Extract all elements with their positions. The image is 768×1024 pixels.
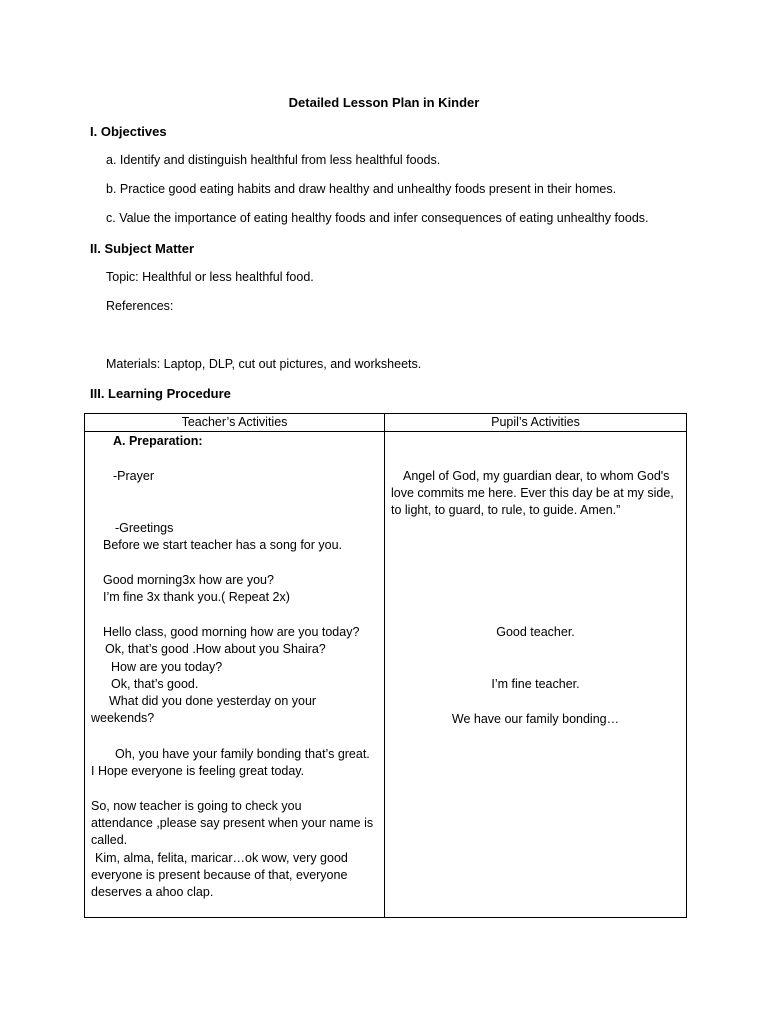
teacher-hello: Hello class, good morning how are you today? bbox=[103, 625, 360, 639]
learning-procedure-heading: III. Learning Procedure bbox=[90, 386, 231, 401]
document-title: Detailed Lesson Plan in Kinder bbox=[288, 95, 480, 110]
objectives-heading: I. Objectives bbox=[90, 124, 167, 139]
objective-item-c: c. Value the importance of eating healthy foods and infer consequences of eating unhealthy foods. bbox=[106, 211, 649, 225]
activities-table bbox=[84, 413, 687, 918]
teacher-what-did-2: weekends? bbox=[91, 711, 155, 725]
subject-topic: Topic: Healthful or less healthful food. bbox=[106, 270, 314, 284]
pupil-fine-teacher: I’m fine teacher. bbox=[491, 677, 580, 691]
pupil-family-bonding: We have our family bonding… bbox=[451, 712, 620, 726]
teacher-ok-shaira: Ok, that’s good .How about you Shaira? bbox=[105, 642, 326, 656]
table-header-row bbox=[85, 414, 687, 432]
pupil-activities-cell bbox=[385, 432, 687, 918]
teacher-attendance-2: attendance ,please say present when your name is bbox=[91, 816, 374, 830]
pupil-activities-header: Pupil’s Activities bbox=[385, 414, 687, 432]
teacher-names-1: Kim, alma, felita, maricar…ok wow, very good bbox=[95, 851, 348, 865]
table-row bbox=[85, 432, 687, 918]
song-line-2: I’m fine 3x thank you.( Repeat 2x) bbox=[103, 590, 290, 604]
teacher-names-3: deserves a ahoo clap. bbox=[91, 885, 214, 899]
subject-materials: Materials: Laptop, DLP, cut out pictures, and worksheets. bbox=[106, 357, 422, 371]
pupil-prayer-3: to light, to guard, to rule, to guide. Amen.” bbox=[391, 503, 621, 517]
teacher-what-did-1: What did you done yesterday on your bbox=[109, 694, 317, 708]
teacher-attendance-1: So, now teacher is going to check you bbox=[91, 799, 302, 813]
pupil-prayer-2: love commits me here. Ever this day be at my side, bbox=[391, 486, 674, 500]
teacher-bonding-1: Oh, you have your family bonding that’s great. bbox=[115, 747, 370, 761]
preparation-label: A. Preparation: bbox=[113, 434, 203, 448]
teacher-how-today: How are you today? bbox=[111, 660, 223, 674]
song-line-1: Good morning3x how are you? bbox=[103, 573, 274, 587]
objective-item-a: a. Identify and distinguish healthful from less healthful foods. bbox=[106, 153, 441, 167]
objective-item-b: b. Practice good eating habits and draw healthy and unhealthy foods present in their homes. bbox=[106, 182, 617, 196]
teacher-bonding-2: I Hope everyone is feeling great today. bbox=[91, 764, 305, 778]
song-intro: Before we start teacher has a song for you. bbox=[103, 538, 343, 552]
prayer-label: -Prayer bbox=[113, 469, 154, 483]
teacher-activities-header: Teacher’s Activities bbox=[85, 414, 385, 432]
subject-references: References: bbox=[106, 299, 174, 313]
subject-matter-heading: II. Subject Matter bbox=[90, 241, 195, 256]
teacher-names-2: everyone is present because of that, everyone bbox=[91, 868, 348, 882]
teacher-attendance-3: called. bbox=[91, 833, 128, 847]
teacher-ok-good: Ok, that’s good. bbox=[111, 677, 199, 691]
pupil-prayer-1: Angel of God, my guardian dear, to whom God's bbox=[403, 469, 670, 483]
pupil-good-teacher: Good teacher. bbox=[496, 625, 575, 639]
greetings-label: -Greetings bbox=[115, 521, 174, 535]
teacher-activities-cell bbox=[85, 432, 385, 918]
